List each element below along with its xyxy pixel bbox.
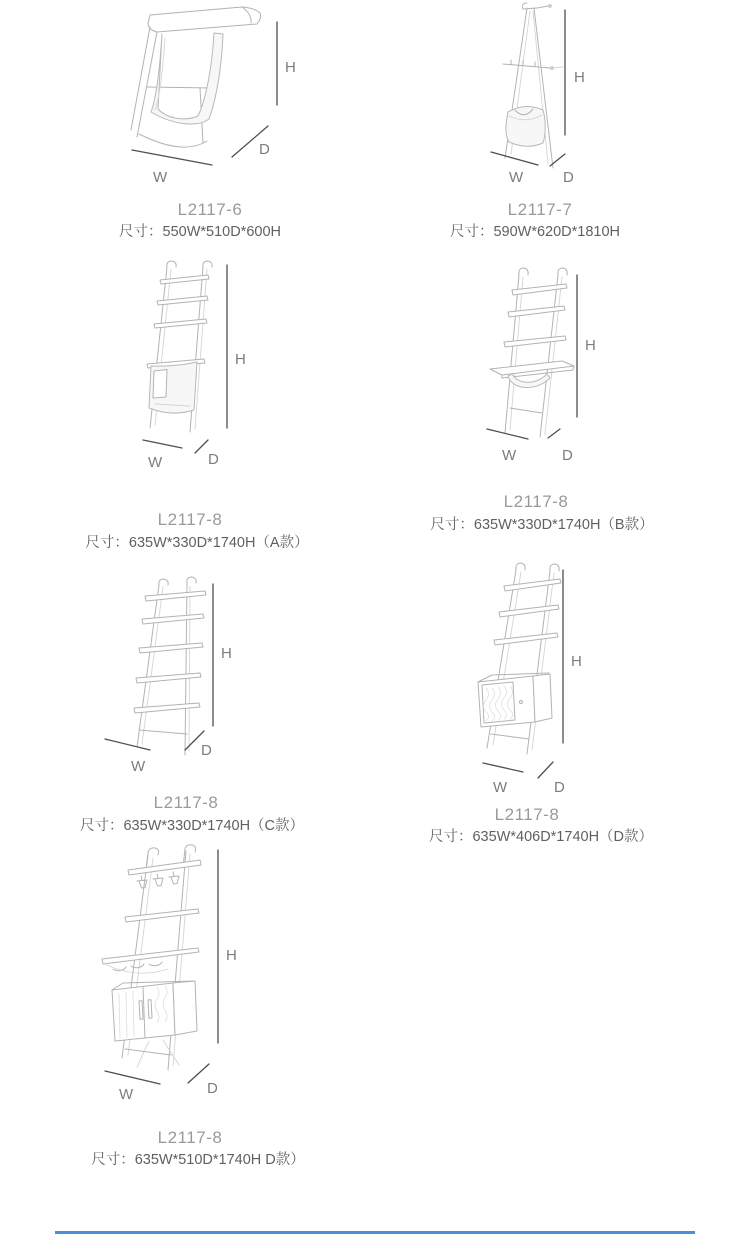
product-size: 尺寸：635W*510D*1740H D款） <box>91 1152 305 1168</box>
ladder-shelf-figure-c <box>101 578 251 793</box>
height-label: H <box>226 947 237 964</box>
height-label: H <box>574 69 585 86</box>
depth-label: D <box>208 451 219 468</box>
width-dim-line <box>132 150 212 165</box>
width-dim-line <box>487 429 528 439</box>
height-label: H <box>221 645 232 662</box>
width-dim-line <box>105 1071 160 1084</box>
depth-dim-line <box>195 440 208 453</box>
product-model: L2117-8 <box>153 793 219 812</box>
ladder-cabinet-wine-figure-d <box>93 843 253 1108</box>
product-model: L2117-8 <box>157 1128 223 1147</box>
ladder-cabinet-figure-d <box>436 562 621 812</box>
product-size: 尺寸：550W*510D*600H <box>119 224 281 240</box>
width-label: W <box>119 1086 134 1103</box>
product-model: L2117-8 <box>157 510 223 529</box>
product-size: 尺寸：635W*406D*1740H（D款） <box>428 829 654 845</box>
width-label: W <box>153 169 168 186</box>
height-label: H <box>285 59 296 76</box>
height-label: H <box>571 653 582 670</box>
depth-label: D <box>554 779 565 796</box>
depth-dim-line <box>538 762 553 778</box>
footer-accent-line <box>55 1231 695 1234</box>
product-model: L2117-8 <box>494 805 560 824</box>
width-dim-line <box>143 440 182 448</box>
height-label: H <box>235 351 246 368</box>
depth-label: D <box>259 141 270 158</box>
depth-label: D <box>207 1080 218 1097</box>
product-size: 尺寸：635W*330D*1740H（B款） <box>430 517 654 533</box>
ladder-shelf-figure-a <box>116 260 266 472</box>
width-label: W <box>131 758 146 775</box>
depth-label: D <box>563 169 574 186</box>
width-dim-line <box>483 763 523 772</box>
width-label: W <box>493 779 508 796</box>
width-dim-line <box>491 152 538 165</box>
height-label: H <box>585 337 596 354</box>
magazine-rack-figure <box>95 4 305 190</box>
product-size: 尺寸：590W*620D*1810H <box>449 224 621 240</box>
depth-dim-line <box>188 1064 209 1083</box>
product-size: 尺寸：635W*330D*1740H（A款） <box>85 535 309 551</box>
width-label: W <box>509 169 524 186</box>
product-model: L2117-8 <box>503 492 569 511</box>
product-model: L2117-7 <box>507 200 573 219</box>
ladder-desk-figure-b <box>438 262 638 477</box>
depth-label: D <box>201 742 212 759</box>
depth-label: D <box>562 447 573 464</box>
width-label: W <box>502 447 517 464</box>
width-label: W <box>148 454 163 471</box>
coat-rack-figure <box>453 2 643 192</box>
product-size: 尺寸：635W*330D*1740H（C款） <box>79 818 305 834</box>
product-model: L2117-6 <box>177 200 243 219</box>
width-dim-line <box>105 739 150 750</box>
depth-dim-line <box>548 429 560 438</box>
